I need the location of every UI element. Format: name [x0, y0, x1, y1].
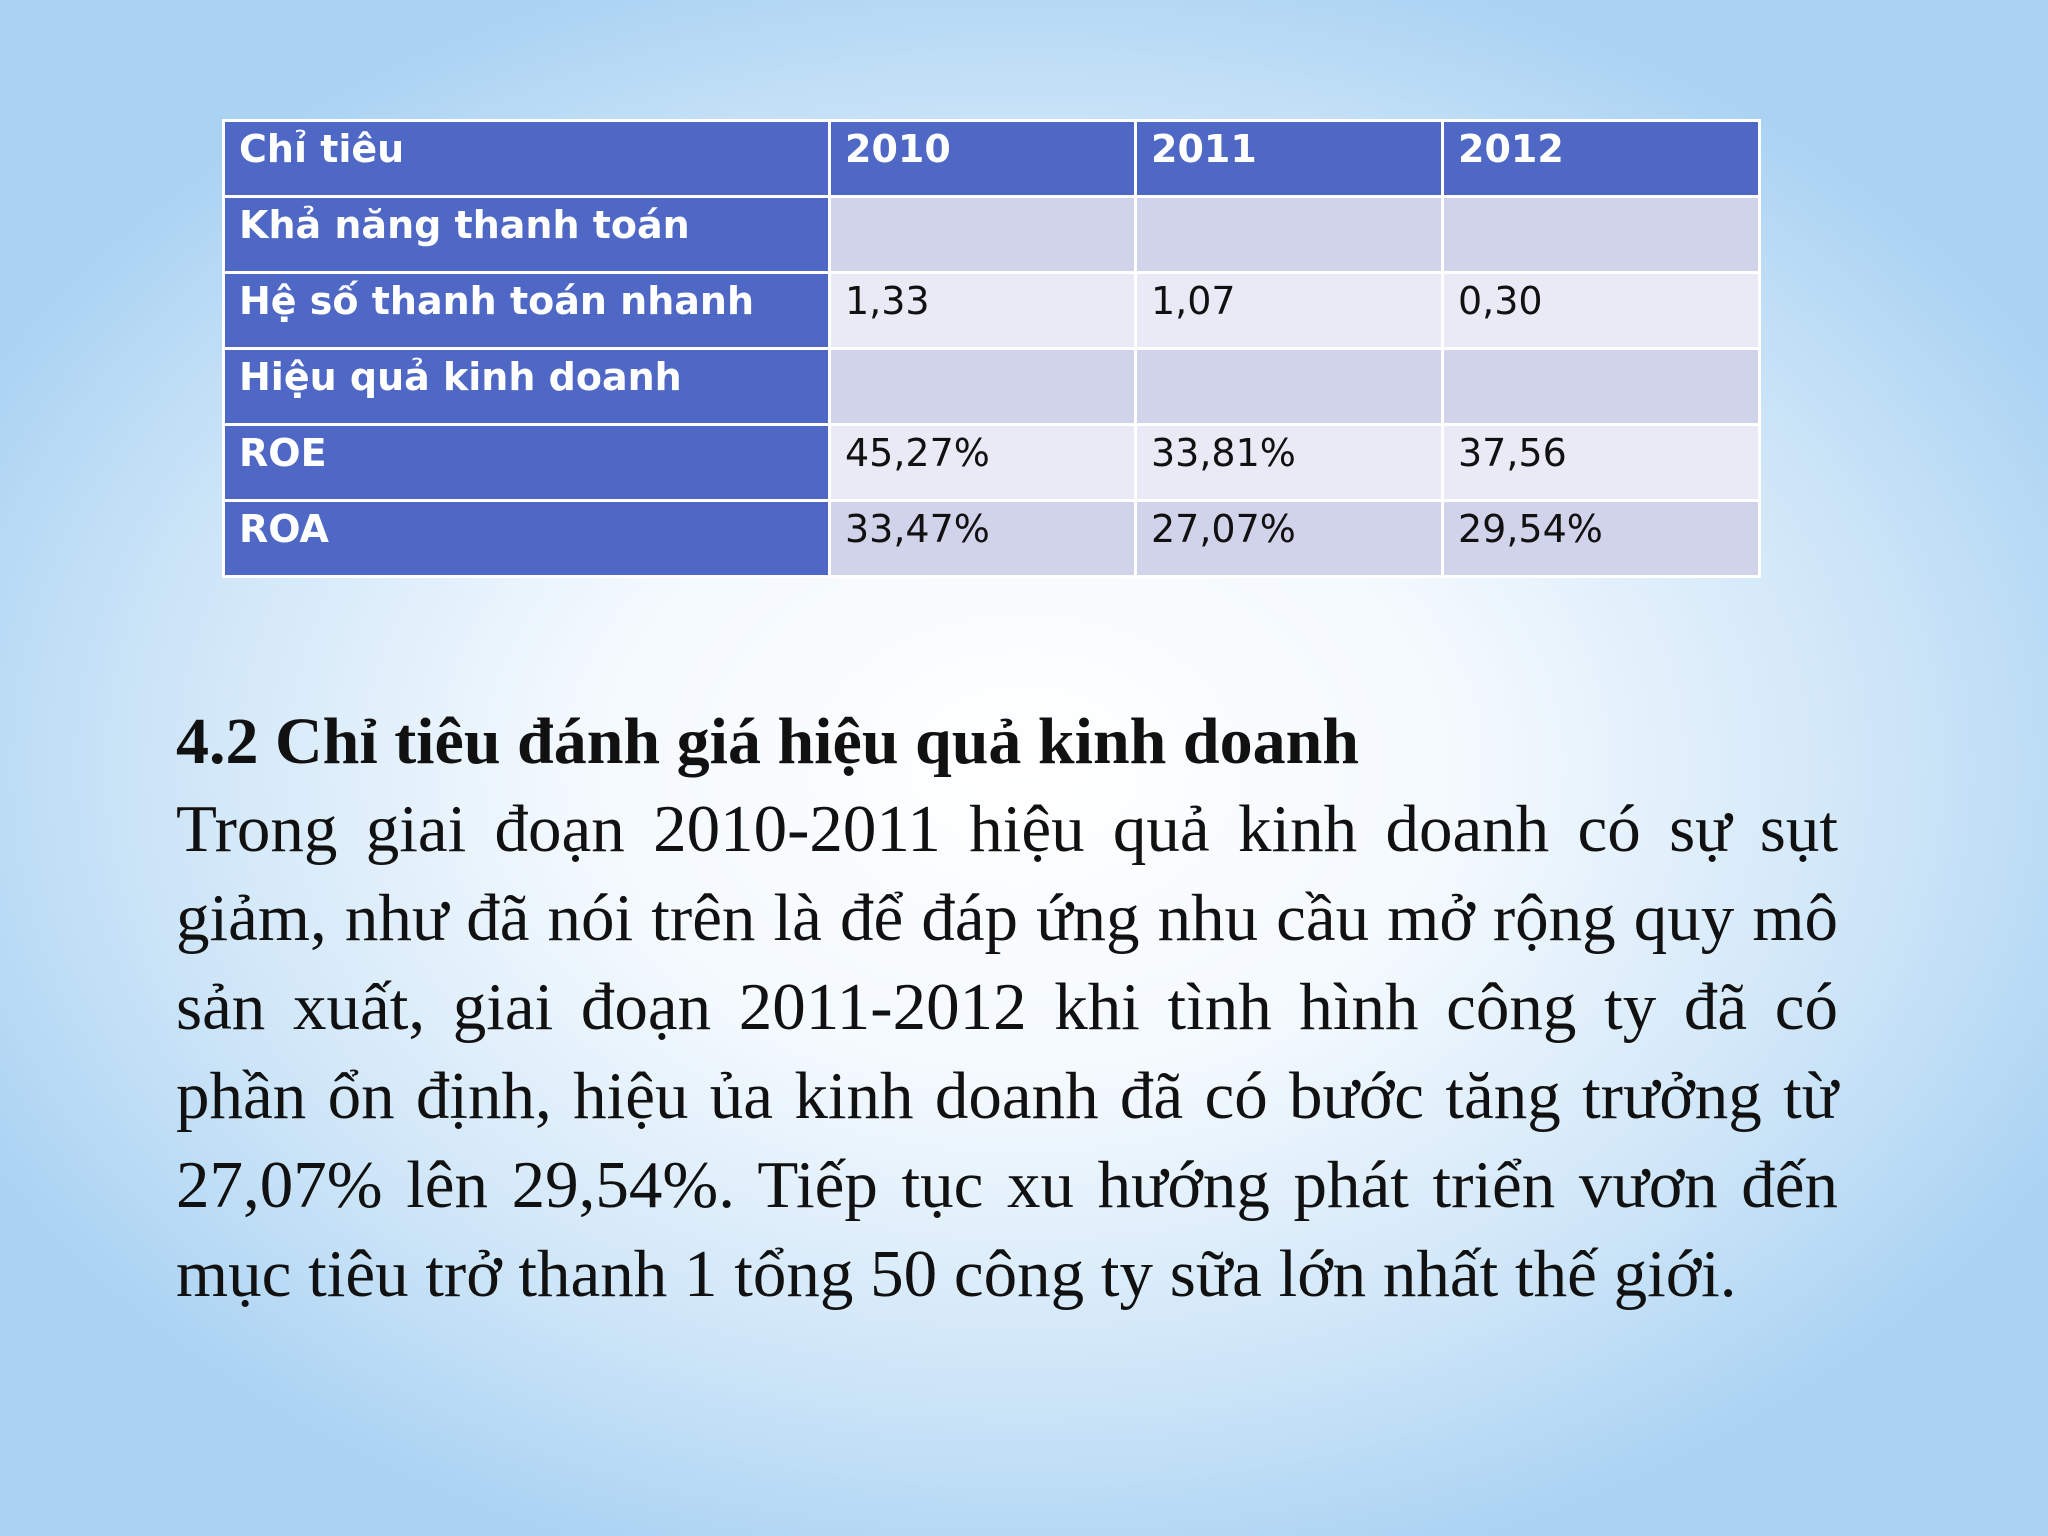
indicator-table — [222, 119, 1761, 578]
table-cell — [1443, 349, 1760, 425]
row-label: ROE — [224, 425, 830, 501]
table-cell — [1136, 197, 1443, 273]
table-cell: 29,54% — [1443, 501, 1760, 577]
table-cell — [830, 349, 1136, 425]
table-cell: 37,56 — [1443, 425, 1760, 501]
section-heading: 4.2 Chỉ tiêu đánh giá hiệu quả kinh doanh — [176, 705, 1360, 778]
row-label: Hiệu quả kinh doanh — [224, 349, 830, 425]
table-row — [224, 349, 1760, 425]
header-year-2010: 2010 — [830, 121, 1136, 197]
table-cell: 33,81% — [1136, 425, 1443, 501]
table-cell: 1,33 — [830, 273, 1136, 349]
table-row — [224, 425, 1760, 501]
table-cell: 33,47% — [830, 501, 1136, 577]
table-cell: 0,30 — [1443, 273, 1760, 349]
row-label: Khả năng thanh toán — [224, 197, 830, 273]
table-row — [224, 197, 1760, 273]
header-year-2012: 2012 — [1443, 121, 1760, 197]
header-year-2011: 2011 — [1136, 121, 1443, 197]
header-indicator: Chỉ tiêu — [224, 121, 830, 197]
body-paragraph: Trong giai đoạn 2010-2011 hiệu quả kinh doanh có sự sụt giảm, như đã nói trên là để đáp ứng nhu cầu mở rộng quy mô sản xuất, giai đoạn 2011-2012 khi tình hình công ty đã có phần ổn định, hiệu ủa kinh doanh đã có bước tăng trưởng từ 27,07% lên 29,54%. Tiếp tục xu hướng phát triển vươn đến mục tiêu trở thanh 1 tổng 50 công ty sữa lớn nhất thế giới. — [176, 792, 1838, 1311]
table-cell: 1,07 — [1136, 273, 1443, 349]
table-header-row — [224, 121, 1760, 197]
table-row — [224, 501, 1760, 577]
table-cell: 27,07% — [1136, 501, 1443, 577]
row-label: Hệ số thanh toán nhanh — [224, 273, 830, 349]
table-cell: 45,27% — [830, 425, 1136, 501]
table-cell — [830, 197, 1136, 273]
table-cell — [1136, 349, 1443, 425]
row-label: ROA — [224, 501, 830, 577]
table-row — [224, 273, 1760, 349]
table-cell — [1443, 197, 1760, 273]
